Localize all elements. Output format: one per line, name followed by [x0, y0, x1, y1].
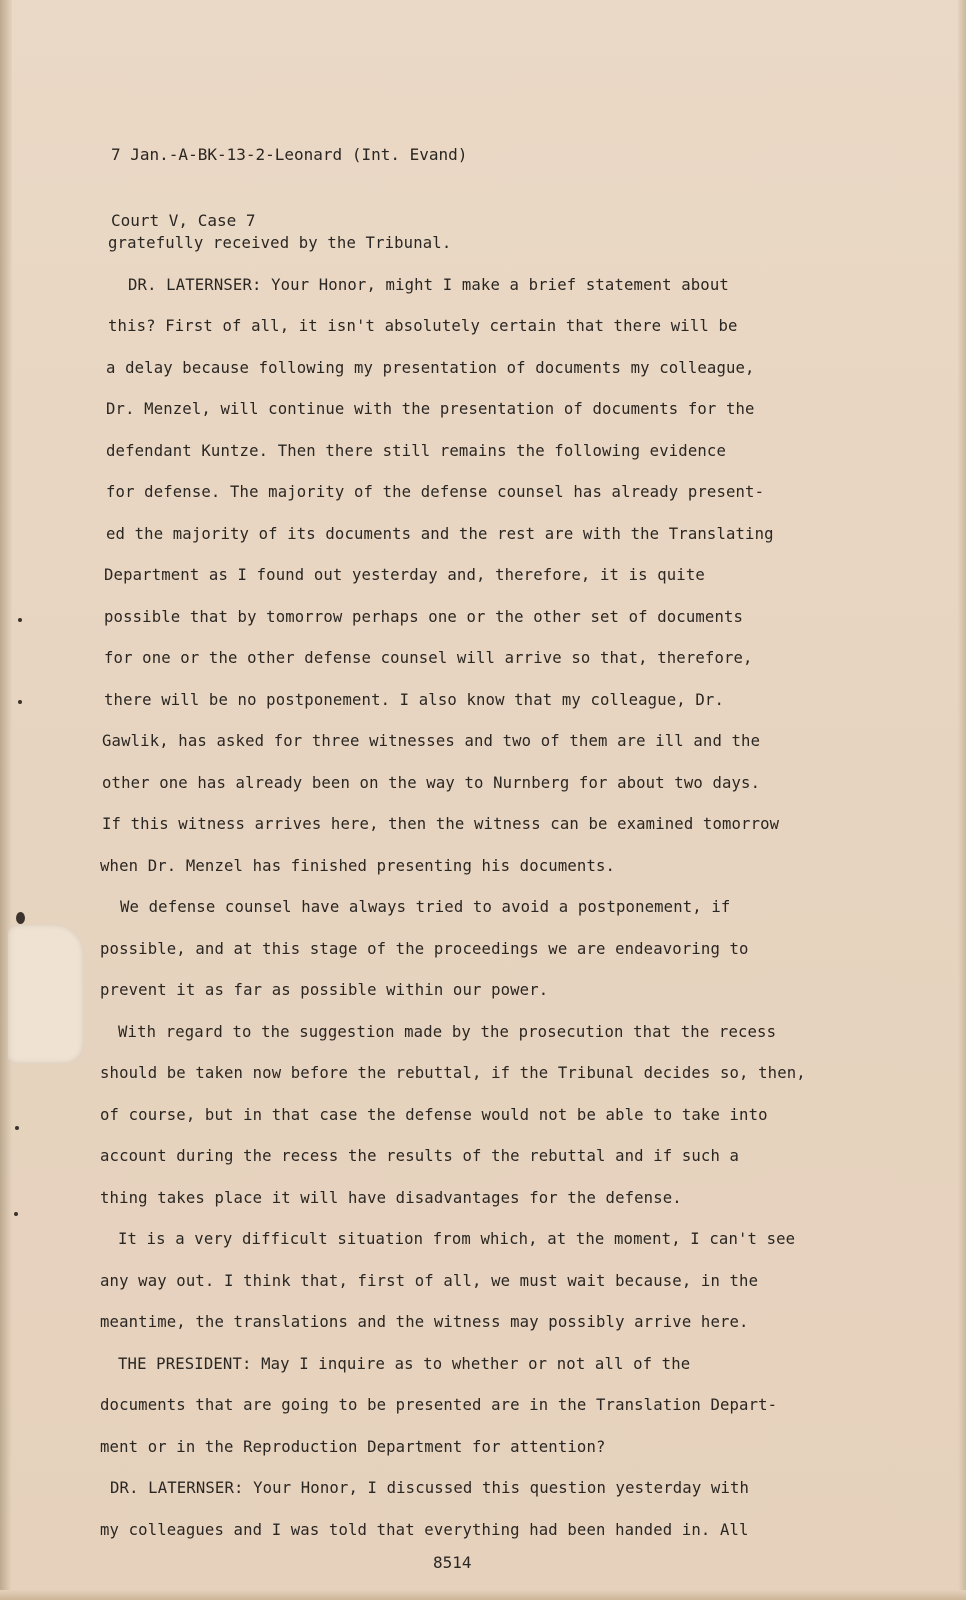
- punch-hole-mark: [16, 912, 25, 924]
- transcript-line: of course, but in that case the defense would not be able to take into: [100, 1105, 768, 1124]
- transcript-line: meantime, the translations and the witness may possibly arrive here.: [100, 1313, 749, 1331]
- transcript-line: THE PRESIDENT: May I inquire as to whether or not all of the: [118, 1354, 691, 1373]
- transcript-body: [100, 223, 866, 1551]
- transcript-line: when Dr. Menzel has finished presenting his documents.: [100, 856, 616, 875]
- punch-hole-mark: [15, 1126, 19, 1130]
- paper-edge-right: [958, 0, 966, 1600]
- transcript-line: any way out. I think that, first of all, we must wait because, in the: [100, 1271, 759, 1290]
- paper-edge-left: [0, 0, 12, 1600]
- transcript-line: prevent it as far as possible within our power.: [100, 981, 549, 999]
- paper-edge-bottom: [0, 1590, 966, 1600]
- transcript-line: other one has already been on the way to Nurnberg for about two days.: [102, 773, 761, 792]
- transcript-line: a delay because following my presentation of documents my colleague,: [106, 358, 755, 377]
- punch-hole-mark: [18, 700, 22, 704]
- transcript-line: there will be no postponement. I also know that my colleague, Dr.: [104, 690, 724, 709]
- transcript-line: ed the majority of its documents and the rest are with the Translating: [106, 524, 774, 543]
- transcript-line: DR. LATERNSER: Your Honor, might I make a brief statement about: [128, 275, 729, 294]
- transcript-line: Dr. Menzel, will continue with the presentation of documents for the: [106, 400, 755, 418]
- transcript-line: DR. LATERNSER: Your Honor, I discussed this question yesterday with: [110, 1479, 750, 1497]
- transcript-line: my colleagues and I was told that everything had been handed in. All: [100, 1520, 749, 1539]
- header-court-line: Court V, Case 7: [111, 211, 256, 230]
- punch-hole-mark: [18, 618, 22, 622]
- transcript-line: for one or the other defense counsel will arrive so that, therefore,: [104, 649, 753, 667]
- header-reference-line: 7 Jan.-A-BK-13-2-Leonard (Int. Evand): [111, 145, 468, 164]
- transcript-line: If this witness arrives here, then the witness can be examined tomorrow: [102, 815, 780, 833]
- transcript-line: this? First of all, it isn't absolutely certain that there will be: [108, 317, 738, 335]
- paper-tear-mark: [8, 924, 84, 1064]
- transcript-line: possible that by tomorrow perhaps one or the other set of documents: [104, 607, 744, 626]
- transcript-line: It is a very difficult situation from which, at the moment, I can't see: [118, 1230, 796, 1248]
- transcript-line: should be taken now before the rebuttal, if the Tribunal decides so, then,: [100, 1064, 806, 1082]
- transcript-line: thing takes place it will have disadvantages for the defense.: [100, 1188, 682, 1207]
- transcript-line: documents that are going to be presented are in the Translation Depart-: [100, 1396, 778, 1414]
- transcript-line: possible, and at this stage of the proceedings we are endeavoring to: [100, 939, 749, 958]
- transcript-line: We defense counsel have always tried to avoid a postponement, if: [120, 898, 731, 916]
- punch-hole-mark: [14, 1212, 18, 1216]
- transcript-line: Department as I found out yesterday and, therefore, it is quite: [104, 566, 705, 584]
- transcript-line: for defense. The majority of the defense counsel has already present-: [106, 483, 765, 501]
- transcript-line: With regard to the suggestion made by the prosecution that the recess: [118, 1022, 777, 1041]
- transcript-line: account during the recess the results of the rebuttal and if such a: [100, 1147, 740, 1165]
- transcript-line: Gawlik, has asked for three witnesses and two of them are ill and the: [102, 732, 761, 750]
- transcript-line: ment or in the Reproduction Department for attention?: [100, 1437, 606, 1456]
- transcript-line: defendant Kuntze. Then there still remains the following evidence: [106, 441, 726, 460]
- page-number: 8514: [433, 1553, 472, 1572]
- transcript-line: gratefully received by the Tribunal.: [108, 234, 452, 252]
